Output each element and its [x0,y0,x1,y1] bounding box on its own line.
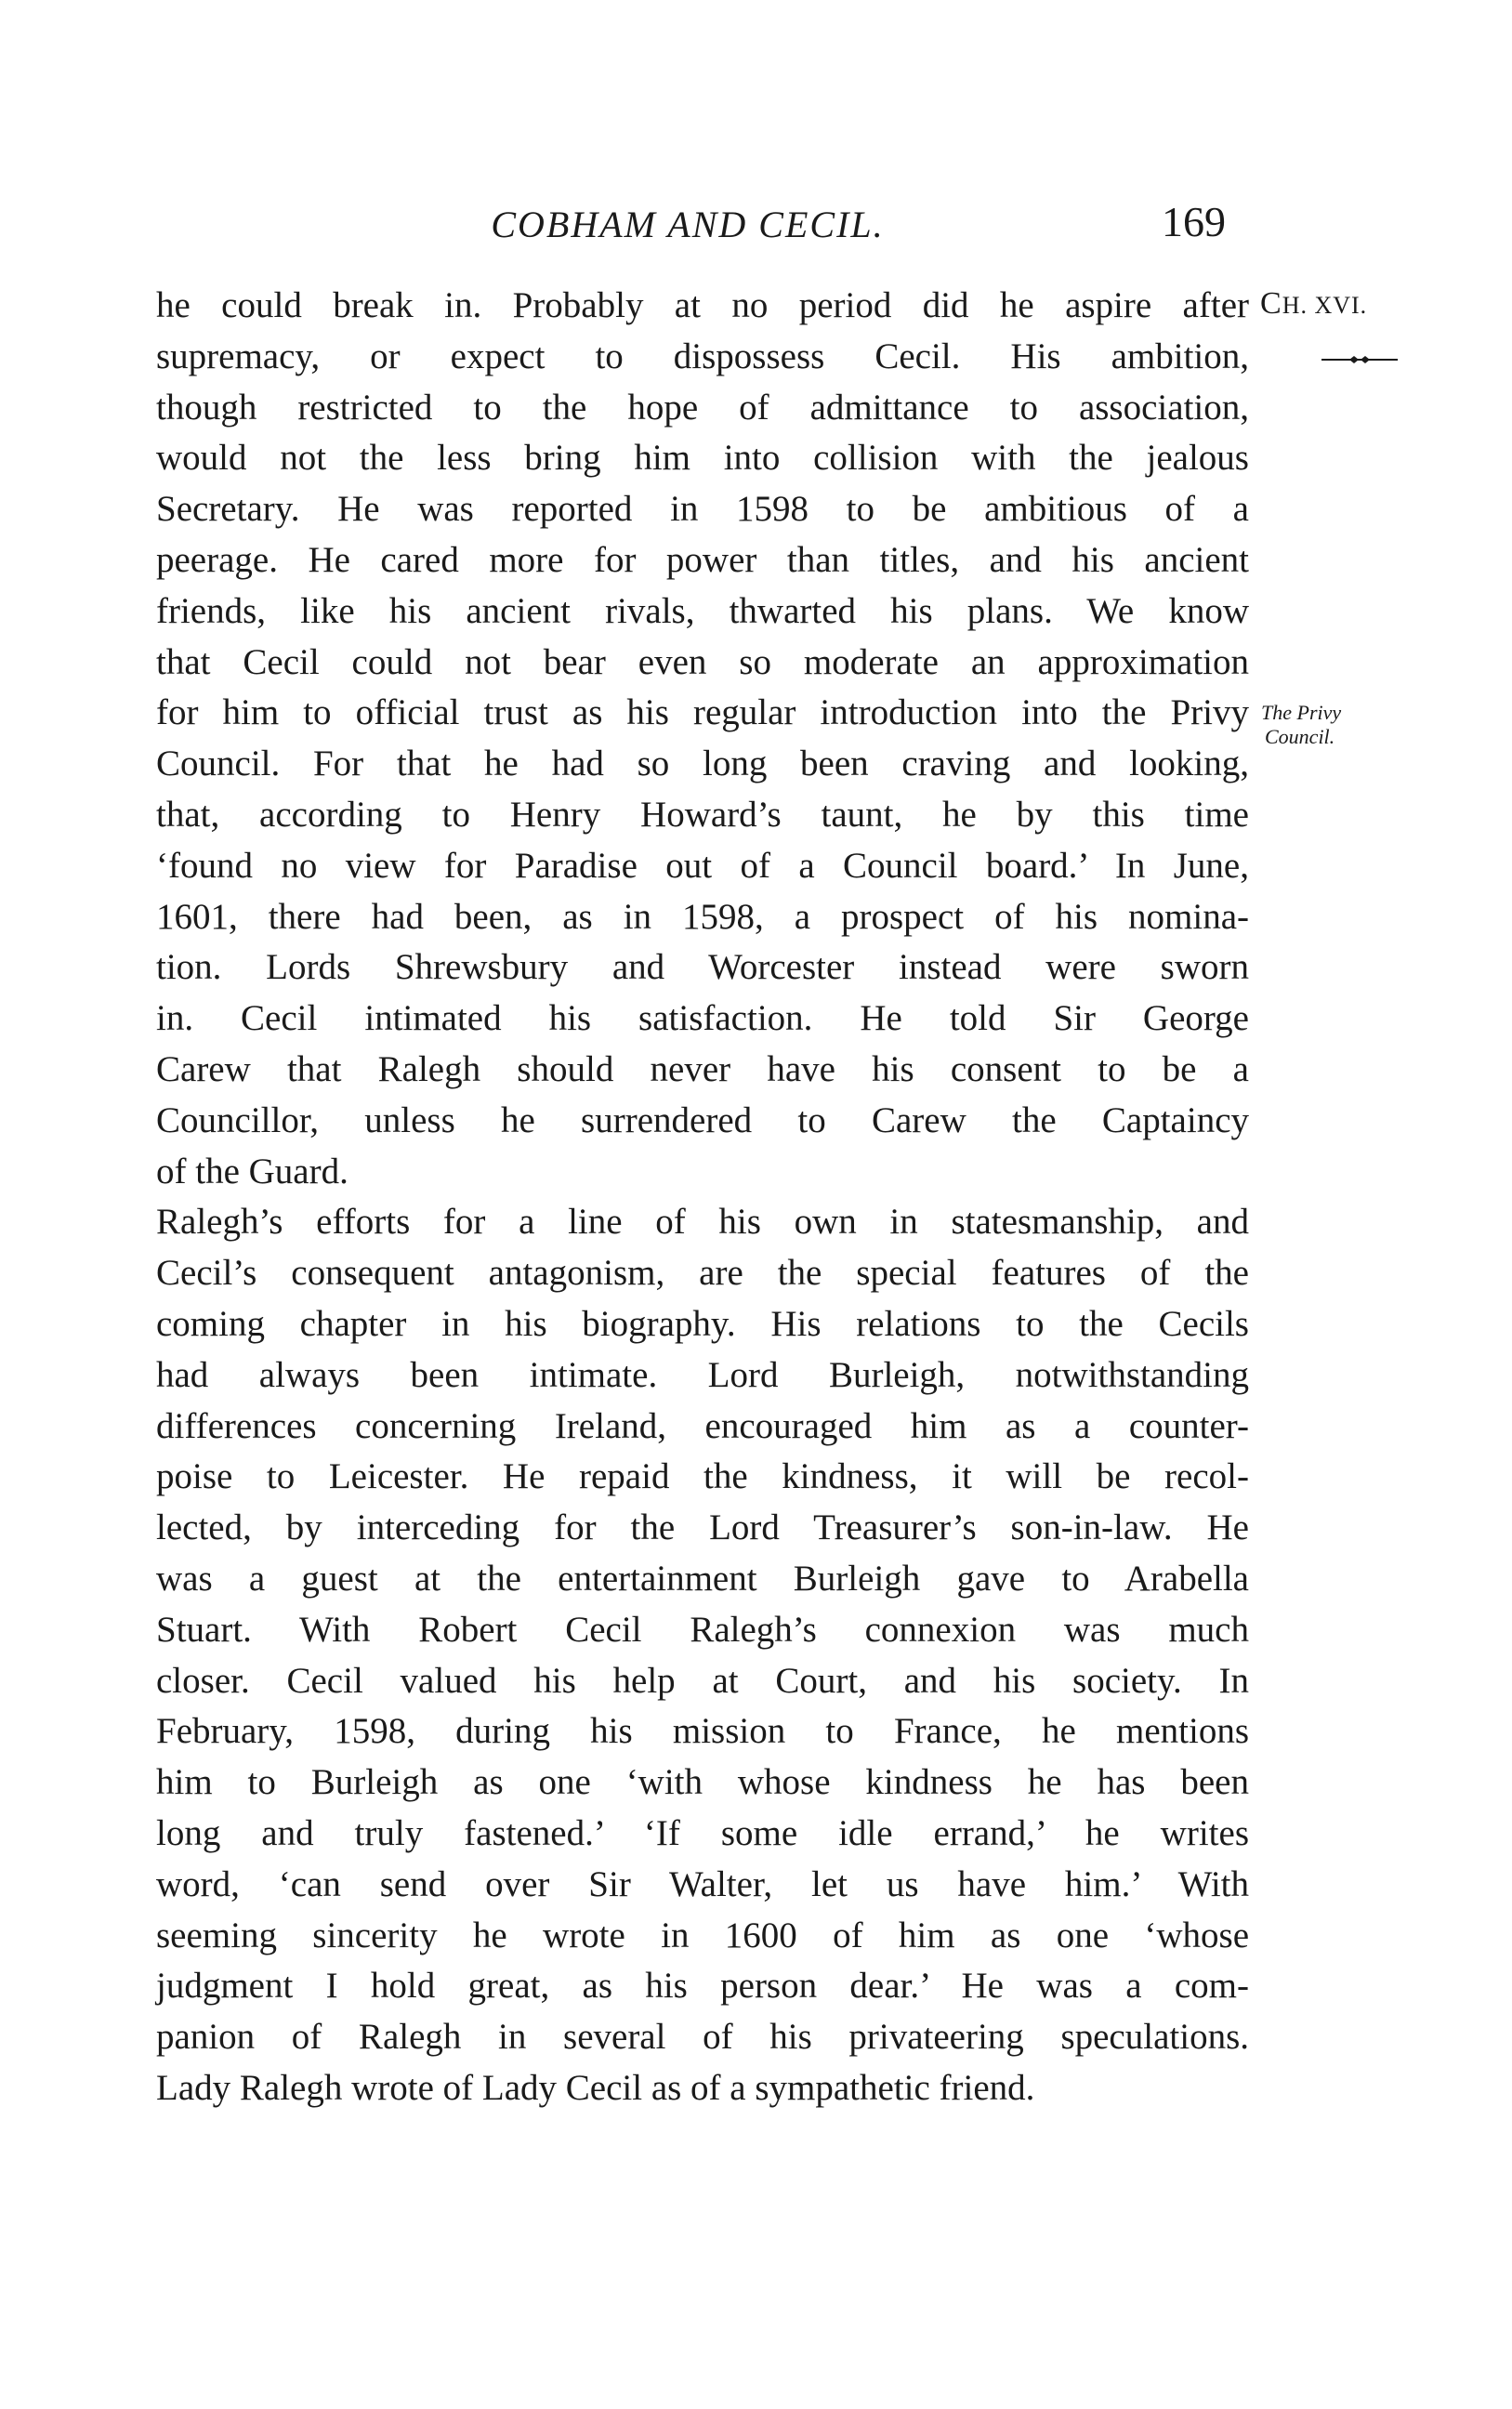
text-line: was a guest at the entertainment Burleigh gave to Arabella [156,1558,1249,1599]
sidenote-line: The Privy [1261,701,1342,724]
paragraph [156,1197,1249,2113]
text-line: long and truly fastened.’ ‘If some idle errand,’ he writes [156,1812,1249,1853]
page-number: 169 [1162,198,1226,245]
text-line: panion of Ralegh in several of his privateering speculations. [156,2017,1249,2058]
text-line: Cecil’s consequent antagonism, are the special features of the [156,1253,1249,1294]
text-line: judgment I hold great, as his person dear.’ He was a com- [156,1966,1249,2007]
ornament-rule-icon [1321,355,1398,364]
text-line: closer. Cecil valued his help at Court, and his society. In [156,1660,1249,1701]
text-line: seeming sincerity he wrote in 1600 of him as one ‘whose [156,1915,1249,1955]
text-line: him to Burleigh as one ‘with whose kindness he has been [156,1762,1249,1803]
text-line: for him to official trust as his regular introduction into the Privy [156,692,1249,733]
text-line: though restricted to the hope of admittance to association, [156,387,1249,428]
text-line: in. Cecil intimated his satisfaction. He told Sir George [156,998,1249,1039]
text-line: 1601, there had been, as in 1598, a prospect of his nomina- [156,896,1249,937]
running-title: COBHAM AND CECIL. [491,204,885,245]
text-line: poise to Leicester. He repaid the kindness, it will be recol- [156,1456,1249,1497]
text-line: Stuart. With Robert Cecil Ralegh’s connexion was much [156,1609,1249,1650]
text-line: differences concerning Ireland, encouraged him as a counter- [156,1405,1249,1446]
text-line: Ralegh’s efforts for a line of his own in statesmanship, and [156,1202,1249,1243]
text-line: February, 1598, during his mission to France, he mentions [156,1711,1249,1752]
text-line: that Cecil could not bear even so moderate an approximation [156,641,1249,682]
text-line: lected, by interceding for the Lord Treasurer’s son-in-law. He [156,1507,1249,1548]
text-line: Carew that Ralegh should never have his consent to be a [156,1048,1249,1089]
text-line: Secretary. He was reported in 1598 to be ambitious of a [156,489,1249,530]
text-line: ‘found no view for Paradise out of a Council board.’ In June, [156,845,1249,886]
text-line: Council. For that he had so long been craving and looking, [156,744,1249,784]
text-line: he could break in. Probably at no period did he aspire after [156,285,1249,325]
text-line: tion. Lords Shrewsbury and Worcester instead were sworn [156,947,1249,988]
sidenote-line: Council. [1265,725,1335,748]
paragraph [156,281,1249,1197]
body-text [156,281,1249,2114]
text-line: had always been intimate. Lord Burleigh, notwithstanding [156,1354,1249,1395]
text-line: supremacy, or expect to dispossess Cecil. His ambition, [156,336,1249,376]
text-line: Councillor, unless he surrendered to Carew the Captaincy [156,1099,1249,1140]
text-line: coming chapter in his biography. His relations to the Cecils [156,1303,1249,1344]
text-line: friends, like his ancient rivals, thwarted his plans. We know [156,590,1249,631]
text-line: of the Guard. [156,1151,348,1191]
text-line: word, ‘can send over Sir Walter, let us have him.’ With [156,1863,1249,1904]
text-line: would not the less bring him into collision with the jealous [156,438,1249,479]
chapter-prefix: C [1260,286,1282,321]
chapter-rest: H. XVI. [1282,292,1368,319]
sidenote-privy-council [1261,701,1341,749]
text-line: that, according to Henry Howard’s taunt, he by this time [156,794,1249,835]
chapter-marker [1260,286,1367,322]
text-line: peerage. He cared more for power than titles, and his ancient [156,539,1249,580]
text-line: Lady Ralegh wrote of Lady Cecil as of a sympathetic friend. [156,2067,1035,2108]
